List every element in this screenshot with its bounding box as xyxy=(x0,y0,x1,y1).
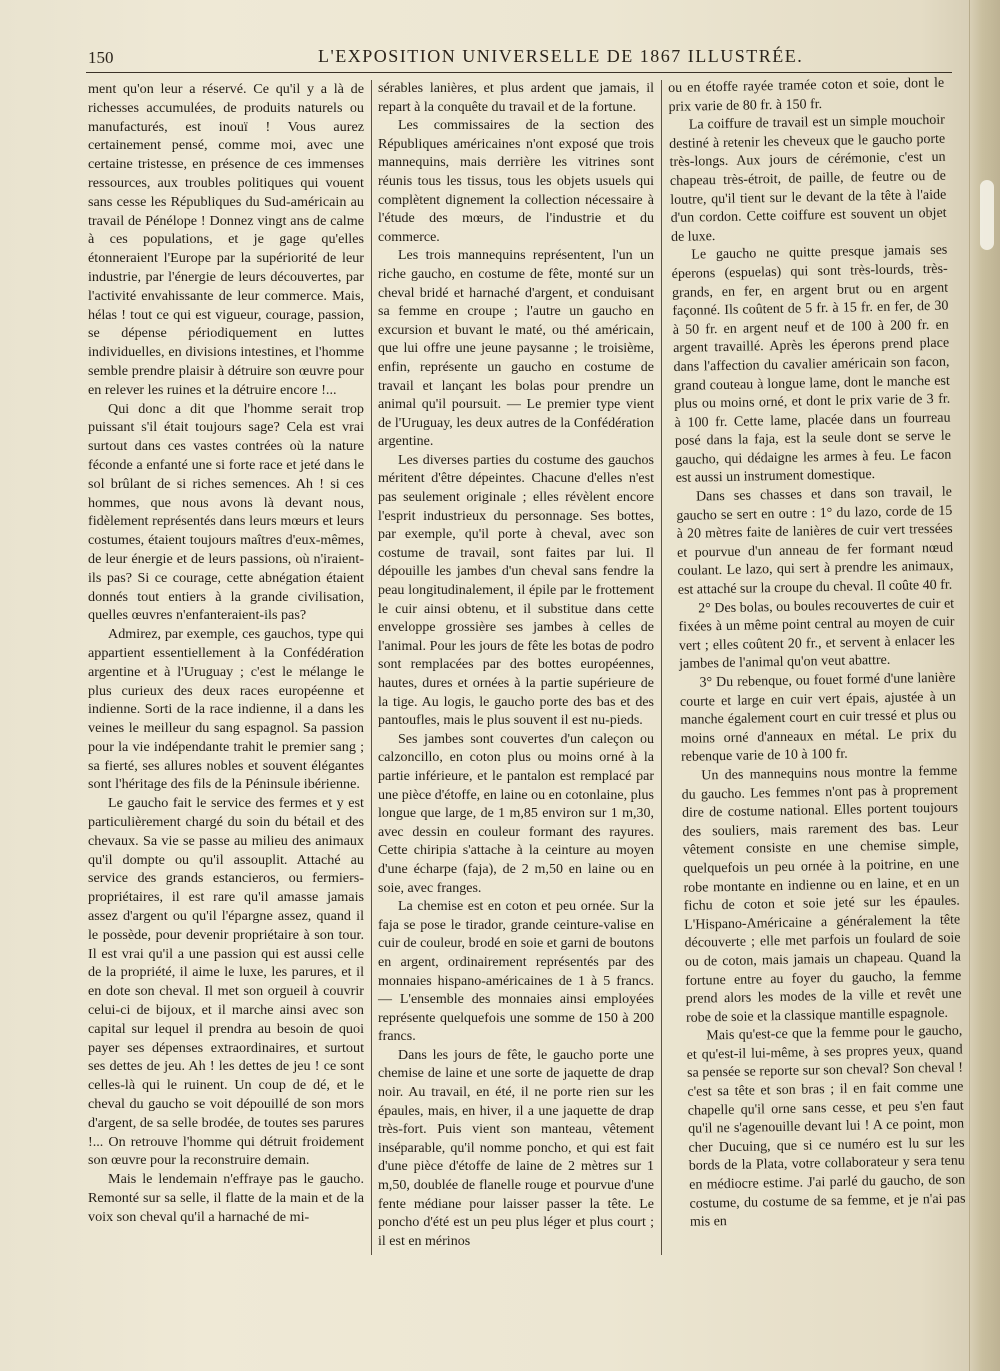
column-divider xyxy=(371,80,372,1255)
paragraph: Dans ses chasses et dans son travail, le gaucho se sert en outre : 1° du lazo, corde de 15 à 20 mètres faite de lanières de cuir vert tressées et pourvue d'un anneau de fer formant nœud coulant. Le lazo, qui sert à prendre les animaux, est attaché sur la croupe du cheval. Il coûte 40 fr. xyxy=(676,484,954,598)
binding-mark xyxy=(980,180,994,250)
paragraph: Ses jambes sont couvertes d'un caleçon ou calzoncillo, en coton plus ou moins orné à la partie inférieure, et le pantalon est remplacé par une pièce d'étoffe, en laine ou en cotonlaine, plus longue que large, de 1 m,85 environ sur 1 m,30, avec dessin en couleur formant des rayures. Cette chiripia s'attache à la ceinture au moyen d'une écharpe (faja), de 2 m,50 en laine ou en soie, avec franges. xyxy=(378,731,654,896)
paragraph: ou en étoffe rayée tramée coton et soie, dont le prix varie de 80 fr. à 150 fr. xyxy=(668,75,945,115)
paragraph: Les commissaires de la section des Républiques américaines n'ont exposé que trois mannequins, mais derrière les vitrines sont réunis tous les tissus, tous les objets usuels qui complètent dignement la collection nécessaire à l'étude des mœurs, de l'industrie et du commerce. xyxy=(378,118,654,245)
page-header xyxy=(88,44,950,70)
paragraph: 2° Des bolas, ou boules recouvertes de cuir et fixées à un même point central au moyen de cuir vert ; elles coûtent 20 fr., et servent à enlacer les jambes de l'animal qu'on veut abattre. xyxy=(678,596,955,673)
paragraph: Mais qu'est-ce que la femme pour le gaucho, et qu'est-il lui-même, à ses propres yeux, quand sa pensée se reporte sur son cheval? Son cheval ! c'est sa tête et son bras ; il en fait comme une chapelle qu'il orne sans cesse, et peu s'en faut qu'il ne s'agenouille devant lui ! A ce point, mon cher Ducuing, que si ce numéro est lu sur les bords de la Plata, votre collaborateur y sera tenu en médiocre estime. J'ai parlé du gaucho, de son costume, du costume de sa femme, et je n'ai pas mis en xyxy=(686,1023,966,1231)
text-column-1 xyxy=(88,80,364,1270)
running-title: L'EXPOSITION UNIVERSELLE DE 1867 ILLUSTRÉE. xyxy=(318,46,804,66)
paragraph: Admirez, par exemple, ces gauchos, type qui appartient essentiellement à la Confédération argentine et à l'Uruguay ; c'est le mélange le plus curieux des deux races européenne et indienne. Sorti de la race indienne, il a dans les veines le meilleur du sang espagnol. Sa passion pour la vie indépendante trahit le premier sang ; sa fierté, ses allures nobles et souvent élégantes sont l'héritage des fils de la Péninsule ibérienne. xyxy=(88,626,364,793)
paragraph: La coiffure de travail est un simple mouchoir destiné à retenir les cheveux que le gaucho porte très-longs. Aux jours de cérémonie, c'est un chapeau très-étroit, de paille, de feutre ou de loutre, qu'il tient sur le devant de la tête à l'aide d'un cordon. Cette coiffure est souvent un objet de luxe. xyxy=(669,112,947,245)
column-divider xyxy=(661,80,662,1255)
paragraph: La chemise est en coton et peu ornée. Sur la faja se pose le tirador, grande ceinture-valise en cuir de couleur, brodé en soie et garni de boutons en argent, ordinairement représentés par des monnaies hispano-américaines de 1 à 5 francs. — L'ensemble des monnaies ainsi employées représente quelquefois une somme de 150 à 200 francs. xyxy=(378,899,654,1045)
page-edge xyxy=(969,0,1000,1371)
paragraph: Le gaucho ne quitte presque jamais ses éperons (espuelas) qui sont très-lourds, très-grands, en fer, en argent brut ou en argent façonné. Ils coûtent de 5 fr. à 15 fr. en fer, de 30 à 50 fr. en argent neuf et de 100 à 200 fr. en argent travaillé. Après les éperons prend place dans l'affection du cavalier américain son facon, grand couteau à longue lame, dont le manche est plus ou moins orné, et dont le prix varie de 3 fr. à 100 fr. Cette lame, placée dans un fourreau posé dans la faja, est la seule dont se serve le gaucho, qui dédaigne les armes à feu. Le facon est aussi un instrument domestique. xyxy=(671,243,952,487)
header-rule xyxy=(86,72,952,73)
paragraph: 3° Du rebenque, ou fouet formé d'une lanière courte et large en cuir vert épais, ajustée à un manche également court en cuir tressé et plus ou moins orné d'anneaux en métal. Le prix du rebenque varie de 10 à 100 fr. xyxy=(679,670,957,766)
paragraph: Le gaucho fait le service des fermes et y est particulièrement chargé du soin du bétail et des chevaux. Sa vie se passe au milieu des animaux qu'il dompte ou qu'il assouplit. Attaché au service des grands estancieros, ou fermiers-propriétaires, il est rare qu'il amasse jamais assez d'argent ou qu'il l'épargne assez, quand il le possède, pour devenir propriétaire à son tour. Il est vrai qu'il a une passion qui est aussi celle de la propriété, il aime le luxe, les parures, et il en dote son cheval. Il met son orgueil à couvrir celui-ci de bijoux, et il marche ainsi avec son capital sur lequel il prendra au besoin de quoi payer ses dépenses extraordinaires, et surtout ses dettes de jeu. Ah ! les dettes de jeu ! ce sont celles-là qui le ruinent. Un coup de dé, et le cheval du gaucho se voit dépouillé de son mors d'argent, de sa selle brodée, de toutes ses parures !... On retrouve l'homme qui détruit froidement son œuvre pour la reconstruire demain. xyxy=(88,795,364,1169)
page-number: 150 xyxy=(88,48,114,67)
text-column-3 xyxy=(668,75,967,1270)
paragraph: Les diverses parties du costume des gauchos méritent d'être dépeintes. Chacune d'elles n'est pas seulement originale ; elles révèlent encore l'esprit industrieux du personnage. Ses bottes, par exemple, qu'il porte à cheval, avec son costume de travail, sont faites par lui. Il dépouille les jambes d'un cheval sans fendre la peau longitudinalement, il épile par le frottement le cuir ainsi obtenu, et il substitue dans cette enveloppe grossière ses jambes à celles de l'animal. Pour les jours de fête les botas de podro sont remplacées par des bottes européennes, hautes, dures et ornées à la partie supérieure de la tige. Au logis, le gaucho porte des bas et des pantoufles, mais le plus souvent il est nu-pieds. xyxy=(378,452,654,729)
paragraph: Un des mannequins nous montre la femme du gaucho. Les femmes n'ont pas à proprement dire de costume national. Elles portent toujours des souliers, mais rarement des bas. Leur vêtement consiste en une chemise simple, quelquefois un peu ornée à la poitrine, en une robe montante en indienne ou en laine, et en un fichu de coton et soie jeté sur les épaules. L'Hispano-Américaine a généralement la tête découverte ; elle met parfois un foulard de soie ou de coton, mais jamais un chapeau. Quand la fortune entre au foyer du gaucho, la femme prend alors les modes de la ville et revêt une robe de soie et la classique mantille espagnole. xyxy=(681,763,962,1026)
paragraph: Mais le lendemain n'effraye pas le gaucho. Remonté sur sa selle, il flatte de la main et de la voix son cheval qu'il a harnaché de mi- xyxy=(88,1171,364,1225)
paragraph: Qui donc a dit que l'homme serait trop puissant s'il était toujours sage? Cela est vrai surtout dans ces vastes contrées où la nature féconde a enfanté une si forte race et jeté dans le sol brûlant de si riches semences. Ah ! si ces hommes, que nous avons là devant nous, fidèlement représentés dans leurs mœurs et leurs costumes, étaient toujours maîtres d'eux-mêmes, de leur énergie et de leurs passions, où n'iraient-ils pas? Si ce courage, cette abnégation étaient donnés tout entiers à la grande civilisation, quelles œuvres n'enfanteraient-ils pas? xyxy=(88,400,364,624)
paragraph: sérables lanières, et plus ardent que jamais, il repart à la conquête du travail et de la fortune. xyxy=(378,81,654,115)
paragraph: ment qu'on leur a réservé. Ce qu'il y a là de richesses accumulées, de produits naturels ou manufacturés, est inouï ! Vous aurez certainement pensé, comme moi, avec une certaine tristesse, en présence de ces immenses ressources, aux troubles politiques qui vouent sans cesse les Républiques du Sud-américain au travail de Pénélope ! Donnez vingt ans de calme à ces populations, et je gage qu'elles étonneraient l'Europe par la supériorité de leur industrie, par l'énergie de leurs découvertes, par l'activité envahissante de leur commerce. Mais, hélas ! tout ce qui est vigueur, courage, passion, se dépense périodiquement en luttes individuelles, en divisions intestines, et l'homme semble prendre plaisir à détruire son œuvre pour en relever les ruines et la détruire encore !... xyxy=(88,81,364,398)
paragraph: Dans les jours de fête, le gaucho porte une chemise de laine et une sorte de jaquette de drap noir. Au travail, en été, il ne porte rien sur les épaules, mais, en hiver, il a une jaquette de drap très-fort. Puis vient son manteau, vêtement inséparable, qu'il nomme poncho, et qui est fait d'une pièce d'étoffe de laine de 2 mètres sur 1 m,50, doublée de flanelle rouge et pourvue d'une fente médiane pour laisser passer la tête. Le poncho d'été est un peu plus léger et plus court ; il est en mérinos xyxy=(378,1047,654,1249)
text-column-2 xyxy=(378,80,654,1270)
paragraph: Les trois mannequins représentent, l'un un riche gaucho, en costume de fête, monté sur un cheval bridé et harnaché d'argent, et conduisant sa femme en croupe ; l'autre un gaucho en excursion et buvant le maté, ou thé américain, que lui offre une jeune paysanne ; le troisième, enfin, représente un gaucho en costume de travail et lançant les bolas pour prendre un animal qu'il poursuit. — Le premier type vient de l'Uruguay, les deux autres de la Confédération argentine. xyxy=(378,248,654,450)
